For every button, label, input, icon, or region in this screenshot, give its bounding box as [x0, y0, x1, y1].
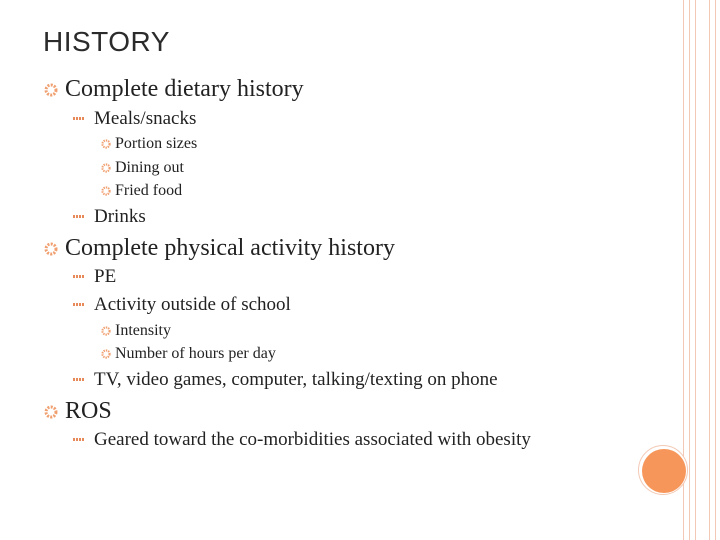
- bullet-ros: ROS: [65, 398, 112, 424]
- bullet-dietary-history: Complete dietary history: [65, 76, 304, 102]
- bullet-hours-per-day: Number of hours per day: [115, 345, 276, 362]
- bullet-drinks: Drinks: [94, 206, 146, 227]
- gear-bullet-icon: [101, 326, 111, 336]
- bullet-comorbidities: Geared toward the co-morbidities associated with obesity: [94, 429, 531, 450]
- border-line-4: [709, 0, 710, 540]
- gear-bullet-icon: [44, 83, 58, 97]
- bullet-physical-activity: Complete physical activity history: [65, 235, 395, 261]
- dots-bullet-icon: [73, 375, 87, 385]
- border-line-3: [695, 0, 696, 540]
- bullet-fried-food: Fried food: [115, 182, 183, 199]
- bullet-intensity: Intensity: [115, 322, 171, 339]
- gear-bullet-icon: [44, 242, 58, 256]
- dots-bullet-icon: [73, 272, 87, 282]
- bullet-activity-outside-school: Activity outside of school: [94, 294, 291, 315]
- gear-bullet-icon: [44, 405, 58, 419]
- dots-bullet-icon: [73, 435, 87, 445]
- bullet-screen-time: TV, video games, computer, talking/texting on phone: [94, 369, 498, 390]
- gear-bullet-icon: [101, 349, 111, 359]
- dots-bullet-icon: [73, 300, 87, 310]
- bullet-meals-snacks: Meals/snacks: [94, 108, 197, 129]
- gear-bullet-icon: [101, 163, 111, 173]
- gear-bullet-icon: [101, 139, 111, 149]
- gear-bullet-icon: [101, 186, 111, 196]
- bullet-dining-out: Dining out: [115, 159, 184, 176]
- bullet-portion-sizes: Portion sizes: [115, 135, 198, 152]
- border-line-5: [715, 0, 716, 540]
- slide-title: HISTORY: [43, 26, 170, 57]
- dots-bullet-icon: [73, 212, 87, 222]
- dots-bullet-icon: [73, 114, 87, 124]
- bullet-pe: PE: [94, 266, 117, 287]
- border-line-2: [689, 0, 690, 540]
- accent-circle: [642, 449, 686, 493]
